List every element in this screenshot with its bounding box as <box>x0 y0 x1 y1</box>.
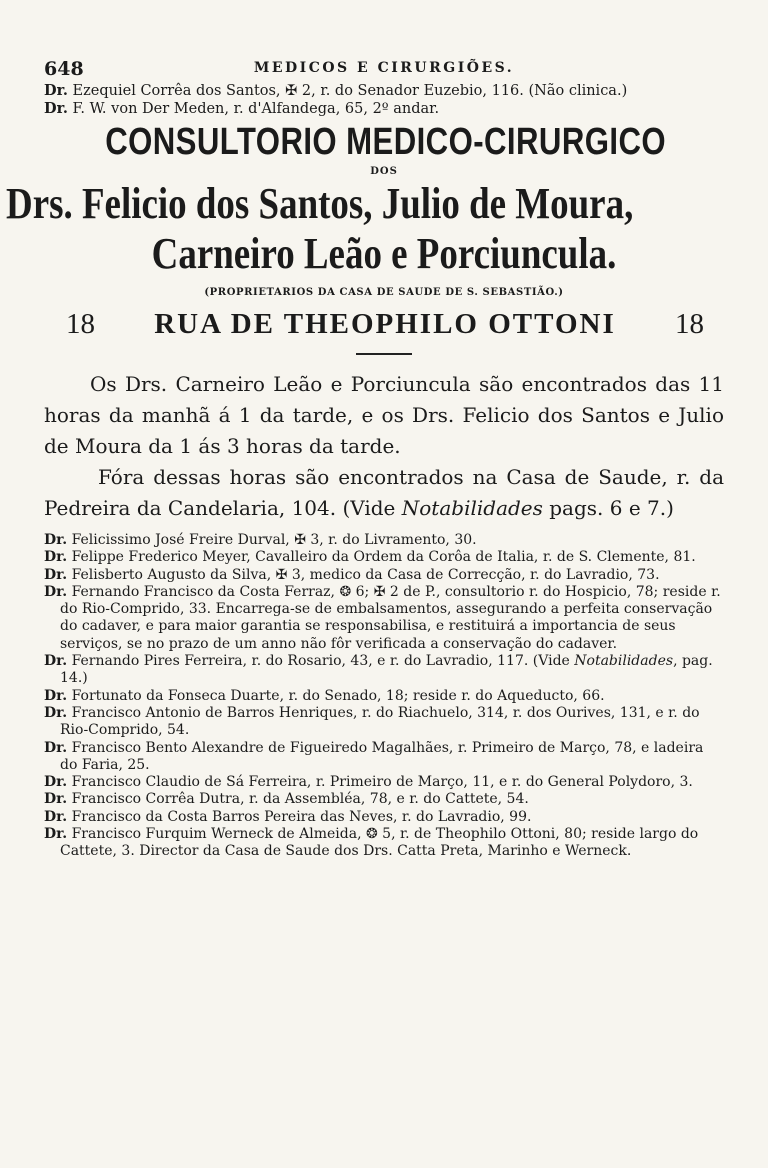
doctor-list <box>44 532 724 861</box>
page-number: 648 <box>44 58 84 80</box>
address-number-right: 18 <box>674 308 704 340</box>
advert-address <box>66 308 704 341</box>
running-title: MEDICOS E CIRURGIÕES. <box>253 60 515 76</box>
entry-text-end: , pag. 14.) <box>60 653 713 687</box>
list-item <box>44 653 724 688</box>
entry-italic-ref: Notabilidades <box>574 653 674 670</box>
advert-dos: DOS <box>370 166 398 177</box>
divider-rule <box>356 353 412 355</box>
entry-text: Felisberto Augusto da Silva, ✠ 3, medico da Casa de Correcção, r. do Lavradio, 73. <box>71 566 660 583</box>
entry-prefix: Dr. <box>44 82 68 99</box>
paragraph-italic-ref: Notabilidades <box>401 496 543 520</box>
list-item <box>44 705 724 740</box>
list-item <box>44 809 724 826</box>
advert-paragraph-hours: Os Drs. Carneiro Leão e Porciuncula são encontrados das 11 horas da manhã á 1 da tarde, e os Drs. Felicio dos Santos e Julio de Moura da 1 ás 3 horas da tarde. <box>44 372 724 458</box>
list-item <box>44 740 724 775</box>
advert-owners: (PROPRIETARIOS DA CASA DE SAUDE DE S. SEBASTIÃO.) <box>204 287 564 298</box>
entry-prefix: Dr. <box>44 826 68 843</box>
entry-prefix: Dr. <box>44 583 68 600</box>
list-item <box>44 791 724 808</box>
running-header <box>44 56 724 82</box>
entry-text: Francisco Claudio de Sá Ferreira, r. Primeiro de Março, 11, e r. do General Polydoro, 3. <box>71 774 693 791</box>
entry-prefix: Dr. <box>44 687 68 704</box>
entry-prefix: Dr. <box>44 653 68 670</box>
entry-text: Fernando Francisco da Costa Ferraz, ❂ 6; ✠ 2 de P., consultorio r. do Hospicio, 78; reside r. do Rio-Comprido, 33. Encarrega-se de embalsamentos, assegurando a perfeita conservação do cadaver, e para maior garantia se responsabilisa, e restituirá a importancia de seus serviços, se no prazo de um anno não fôr verificada a conservação do cadaver. <box>60 583 721 652</box>
advert-doctors-line2: Carneiro Leão e Porciuncula. <box>151 229 617 278</box>
entry-prefix: Dr. <box>44 532 68 548</box>
page <box>6 56 724 861</box>
list-item <box>44 774 724 791</box>
list-item <box>44 532 724 549</box>
entry-prefix: Dr. <box>44 791 68 808</box>
paragraph-text: Fóra dessas horas são encontrados na Casa de Saude, r. da Pedreira da Candelaria, 104. (Vide <box>44 465 724 520</box>
advert-title: CONSULTORIO MEDICO-CIRURGICO <box>105 121 667 163</box>
address-street: RUA DE THEOPHILO OTTONI <box>154 308 616 340</box>
entry-prefix: Dr. <box>44 774 68 791</box>
entry-prefix: Dr. <box>44 100 68 117</box>
entry-text: Francisco Antonio de Barros Henriques, r. do Riachuelo, 314, r. dos Ourives, 131, e r. do Rio-Comprido, 54. <box>60 704 700 739</box>
entry-prefix: Dr. <box>44 549 68 566</box>
entry-text: Felicissimo José Freire Durval, ✠ 3, r. do Livramento, 30. <box>71 532 477 548</box>
advert-doctors-line1: Drs. Felicio dos Santos, Julio de Moura, <box>6 179 634 228</box>
entry-text: Francisco Furquim Werneck de Almeida, ❂ 5, r. de Theophilo Ottoni, 80; reside largo do Cattete, 3. Director da Casa de Saude dos Drs. Catta Preta, Marinho e Werneck. <box>60 826 699 860</box>
entry-von-der-meden <box>44 100 724 118</box>
entry-prefix: Dr. <box>44 808 68 825</box>
entry-text: Fernando Pires Ferreira, r. do Rosario, 43, e r. do Lavradio, 117. (Vide <box>71 653 575 670</box>
entry-text: Ezequiel Corrêa dos Santos, ✠ 2, r. do Senador Euzebio, 116. (Não clinica.) <box>72 83 628 99</box>
entry-prefix: Dr. <box>44 739 68 756</box>
entry-text: Francisco Corrêa Dutra, r. da Assembléa, 78, e r. do Cattete, 54. <box>71 791 529 808</box>
list-item <box>44 567 724 584</box>
entry-prefix: Dr. <box>44 704 68 721</box>
entry-text: Felippe Frederico Meyer, Cavalleiro da Ordem da Corôa de Italia, r. de S. Clemente, 81. <box>71 549 696 566</box>
entry-text: Francisco da Costa Barros Pereira das Neves, r. do Lavradio, 99. <box>71 808 532 825</box>
entry-prefix: Dr. <box>44 566 68 583</box>
advert-paragraph-clinic <box>44 462 724 524</box>
list-item <box>44 584 724 653</box>
paragraph-text-end: pags. 6 e 7.) <box>542 496 674 520</box>
list-item <box>44 549 724 566</box>
address-number-left: 18 <box>66 308 95 340</box>
entry-text: Fortunato da Fonseca Duarte, r. do Senado, 18; reside r. do Aqueducto, 66. <box>71 687 605 704</box>
list-item <box>44 688 724 705</box>
entry-ezequiel <box>44 82 724 100</box>
entry-text: Francisco Bento Alexandre de Figueiredo Magalhães, r. Primeiro de Março, 78, e ladeira do Faria, 25. <box>60 739 704 773</box>
entry-text: F. W. von Der Meden, r. d'Alfandega, 65, 2º andar. <box>72 101 440 117</box>
list-item <box>44 826 724 861</box>
